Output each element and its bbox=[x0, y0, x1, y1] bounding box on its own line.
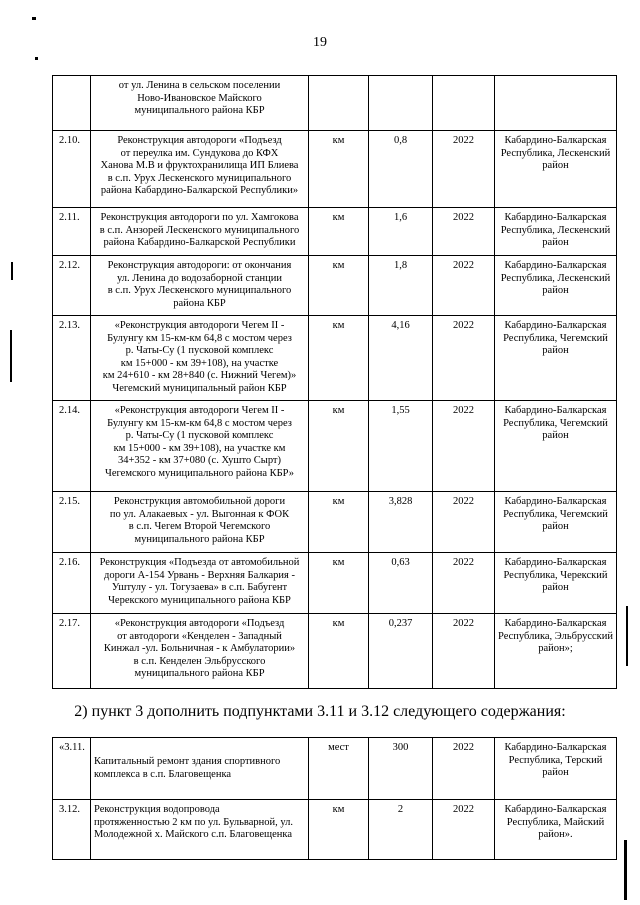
row-quantity: 1,55 bbox=[369, 401, 433, 492]
row-description: Капитальный ремонт здания спортивного комплекса в с.п. Благовещенка bbox=[91, 738, 309, 800]
row-number: 2.11. bbox=[53, 208, 91, 256]
row-quantity: 4,16 bbox=[369, 316, 433, 401]
row-number: 2.17. bbox=[53, 614, 91, 689]
margin-mark bbox=[32, 17, 36, 20]
table-row bbox=[53, 738, 617, 800]
row-year: 2022 bbox=[433, 492, 495, 553]
row-region: Кабардино-Балкарская Республика, Чегемский район bbox=[495, 492, 617, 553]
row-unit: км bbox=[309, 800, 369, 860]
projects-table bbox=[52, 75, 617, 689]
table-row bbox=[53, 401, 617, 492]
table-row bbox=[53, 553, 617, 614]
row-quantity: 300 bbox=[369, 738, 433, 800]
row-year: 2022 bbox=[433, 208, 495, 256]
margin-mark bbox=[10, 330, 12, 382]
row-unit: км bbox=[309, 131, 369, 208]
row-description: Реконструкция автодороги «Подъезд от переулка им. Сундукова до КФХ Ханова М.В и фруктохранилища ИП Блиева в с.п. Урух Лескенского муниципального района Кабардино-Балкарской Республики» bbox=[91, 131, 309, 208]
row-region: Кабардино-Балкарская Республика, Лескенский район bbox=[495, 131, 617, 208]
row-year: 2022 bbox=[433, 553, 495, 614]
row-region: Кабардино-Балкарская Республика, Лескенский район bbox=[495, 256, 617, 316]
row-unit: км bbox=[309, 256, 369, 316]
row-unit: км bbox=[309, 316, 369, 401]
row-year: 2022 bbox=[433, 401, 495, 492]
additions-table bbox=[52, 737, 617, 860]
row-number: 2.16. bbox=[53, 553, 91, 614]
row-quantity: 1,6 bbox=[369, 208, 433, 256]
row-region: Кабардино-Балкарская Республика, Эльбрусский район»; bbox=[495, 614, 617, 689]
row-quantity: 0,237 bbox=[369, 614, 433, 689]
row-number: 2.12. bbox=[53, 256, 91, 316]
row-region: Кабардино-Балкарская Республика, Лескенский район bbox=[495, 208, 617, 256]
row-description: «Реконструкция автодороги «Подъезд от автодороги «Кенделен - Западный Кинжал -ул. Больничная - к Амбулатории» в с.п. Кенделен Эльбрусского муниципального района КБР bbox=[91, 614, 309, 689]
table-row bbox=[53, 76, 617, 131]
row-description: Реконструкция «Подъезда от автомобильной дороги А-154 Урвань - Верхняя Балкария - Уштулу - ул. Тогузаева» в с.п. Бабугент Черекского муниципального района КБР bbox=[91, 553, 309, 614]
row-quantity: 0,63 bbox=[369, 553, 433, 614]
row-description: Реконструкция автомобильной дороги по ул. Алакаевых - ул. Выгонная к ФОК в с.п. Чегем Второй Чегемского муниципального района КБР bbox=[91, 492, 309, 553]
page-number: 19 bbox=[313, 35, 327, 50]
row-quantity: 2 bbox=[369, 800, 433, 860]
row-year bbox=[433, 76, 495, 131]
row-unit: км bbox=[309, 614, 369, 689]
table-row bbox=[53, 256, 617, 316]
row-year: 2022 bbox=[433, 131, 495, 208]
row-number: «3.11. bbox=[53, 738, 91, 800]
row-unit: км bbox=[309, 553, 369, 614]
margin-mark bbox=[624, 840, 627, 900]
row-year: 2022 bbox=[433, 256, 495, 316]
row-year: 2022 bbox=[433, 316, 495, 401]
margin-mark bbox=[11, 262, 13, 280]
row-number: 2.10. bbox=[53, 131, 91, 208]
margin-mark bbox=[626, 606, 628, 636]
row-unit: км bbox=[309, 401, 369, 492]
row-number: 3.12. bbox=[53, 800, 91, 860]
table-row bbox=[53, 316, 617, 401]
amendment-statement: 2) пункт 3 дополнить подпунктами 3.11 и 3.12 следующего содержания: bbox=[74, 703, 566, 720]
row-quantity: 3,828 bbox=[369, 492, 433, 553]
row-unit bbox=[309, 76, 369, 131]
row-description: Реконструкция автодороги: от окончания ул. Ленина до водозаборной станции в с.п. Урух Лескенского муниципального района КБР bbox=[91, 256, 309, 316]
row-number: 2.15. bbox=[53, 492, 91, 553]
row-year: 2022 bbox=[433, 738, 495, 800]
row-region: Кабардино-Балкарская Республика, Черекский район bbox=[495, 553, 617, 614]
row-region: Кабардино-Балкарская Республика, Майский район». bbox=[495, 800, 617, 860]
row-region: Кабардино-Балкарская Республика, Чегемский район bbox=[495, 401, 617, 492]
table-row bbox=[53, 208, 617, 256]
table-row bbox=[53, 614, 617, 689]
row-number: 2.14. bbox=[53, 401, 91, 492]
row-description: «Реконструкция автодороги Чегем II - Булунгу км 15-км-км 64,8 с мостом через р. Чаты-Су (1 пусковой комплекс км 15+000 - км 39+108), на участке км 34+352 - км 37+080 (с. Хушто Сырт) Чегемского муниципального района КБР» bbox=[91, 401, 309, 492]
row-year: 2022 bbox=[433, 800, 495, 860]
row-quantity bbox=[369, 76, 433, 131]
row-description: от ул. Ленина в сельском поселении Ново-Ивановское Майского муниципального района КБР bbox=[91, 76, 309, 131]
table-row bbox=[53, 800, 617, 860]
row-year: 2022 bbox=[433, 614, 495, 689]
table-row bbox=[53, 131, 617, 208]
row-number: 2.13. bbox=[53, 316, 91, 401]
row-number bbox=[53, 76, 91, 131]
row-quantity: 1,8 bbox=[369, 256, 433, 316]
row-quantity: 0,8 bbox=[369, 131, 433, 208]
row-description: «Реконструкция автодороги Чегем II - Булунгу км 15-км-км 64,8 с мостом через р. Чаты-Су (1 пусковой комплекс км 15+000 - км 39+108), на участке км 24+610 - км 28+840 (с. Нижний Чегем)» Чегемский муниципальный район КБР bbox=[91, 316, 309, 401]
row-unit: км bbox=[309, 208, 369, 256]
margin-mark bbox=[35, 57, 38, 60]
table-row bbox=[53, 492, 617, 553]
row-region bbox=[495, 76, 617, 131]
row-description: Реконструкция автодороги по ул. Хамгокова в с.п. Анзорей Лескенского муниципального района Кабардино-Балкарской Республики bbox=[91, 208, 309, 256]
row-unit: км bbox=[309, 492, 369, 553]
margin-mark bbox=[626, 636, 628, 666]
row-region: Кабардино-Балкарская Республика, Чегемский район bbox=[495, 316, 617, 401]
row-description: Реконструкция водопровода протяженностью 2 км по ул. Бульварной, ул. Молодежной х. Майского с.п. Благовещенка bbox=[91, 800, 309, 860]
row-region: Кабардино-Балкарская Республика, Терский район bbox=[495, 738, 617, 800]
row-unit: мест bbox=[309, 738, 369, 800]
